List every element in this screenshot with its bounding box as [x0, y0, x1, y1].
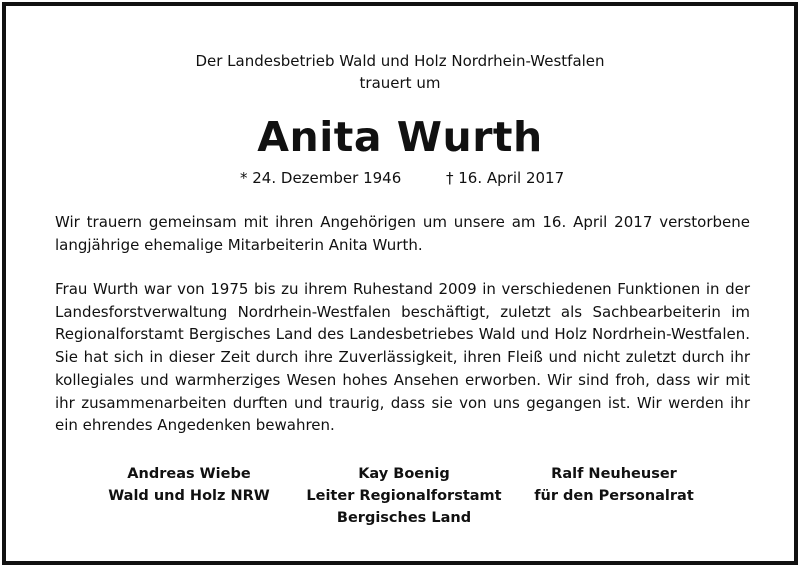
signatory-role: für den Personalrat — [534, 488, 694, 504]
tribute-paragraph: Frau Wurth war von 1975 bis zu ihrem Ruhestand 2009 in verschiedenen Funktionen in der Landesforstverwaltung Nordrhein-Westfalen beschäftigt, zuletzt als Sachbearbeiterin im Regionalforstamt Bergisches Land des Landesbetriebes Wald und Holz Nordrhein-Westfalen. Sie hat sich in dieser Zeit durch ihre Zuverlässigkeit, ihren Fleiß und nicht zuletzt durch ihr kollegiales und warmherziges Wesen hohes Ansehen erworben. Wir sind froh, dass wir mit ihr zusammenarbeiten durften und traurig, dass sie von uns gegangen ist. Wir werden ihr ein ehrendes Angedenken bewahren. — [55, 280, 750, 435]
signatory-role: Leiter Regionalforstamt — [306, 488, 502, 504]
notice-border — [2, 2, 798, 565]
signatory-name: Andreas Wiebe — [127, 466, 251, 482]
death-date: † 16. April 2017 — [446, 169, 565, 187]
deceased-name: Anita Wurth — [257, 113, 543, 161]
condolence-paragraph: Wir trauern gemeinsam mit ihren Angehörigen um unsere am 16. April 2017 verstorbene langjährige ehemalige Mitarbeiterin Anita Wurth. — [55, 213, 750, 254]
mourns-text: trauert um — [359, 74, 441, 92]
organization-name: Der Landesbetrieb Wald und Holz Nordrhein-Westfalen — [195, 52, 605, 70]
birth-date: * 24. Dezember 1946 — [240, 169, 402, 187]
signature-block — [294, 463, 514, 529]
signature-block — [504, 463, 724, 507]
signatory-name: Ralf Neuheuser — [551, 466, 677, 482]
signatory-role: Wald und Holz NRW — [108, 488, 270, 504]
signatory-role-line-2: Bergisches Land — [336, 510, 472, 526]
signature-block — [79, 463, 299, 507]
organization-header — [6, 50, 794, 94]
signatory-name: Kay Boenig — [358, 466, 450, 482]
